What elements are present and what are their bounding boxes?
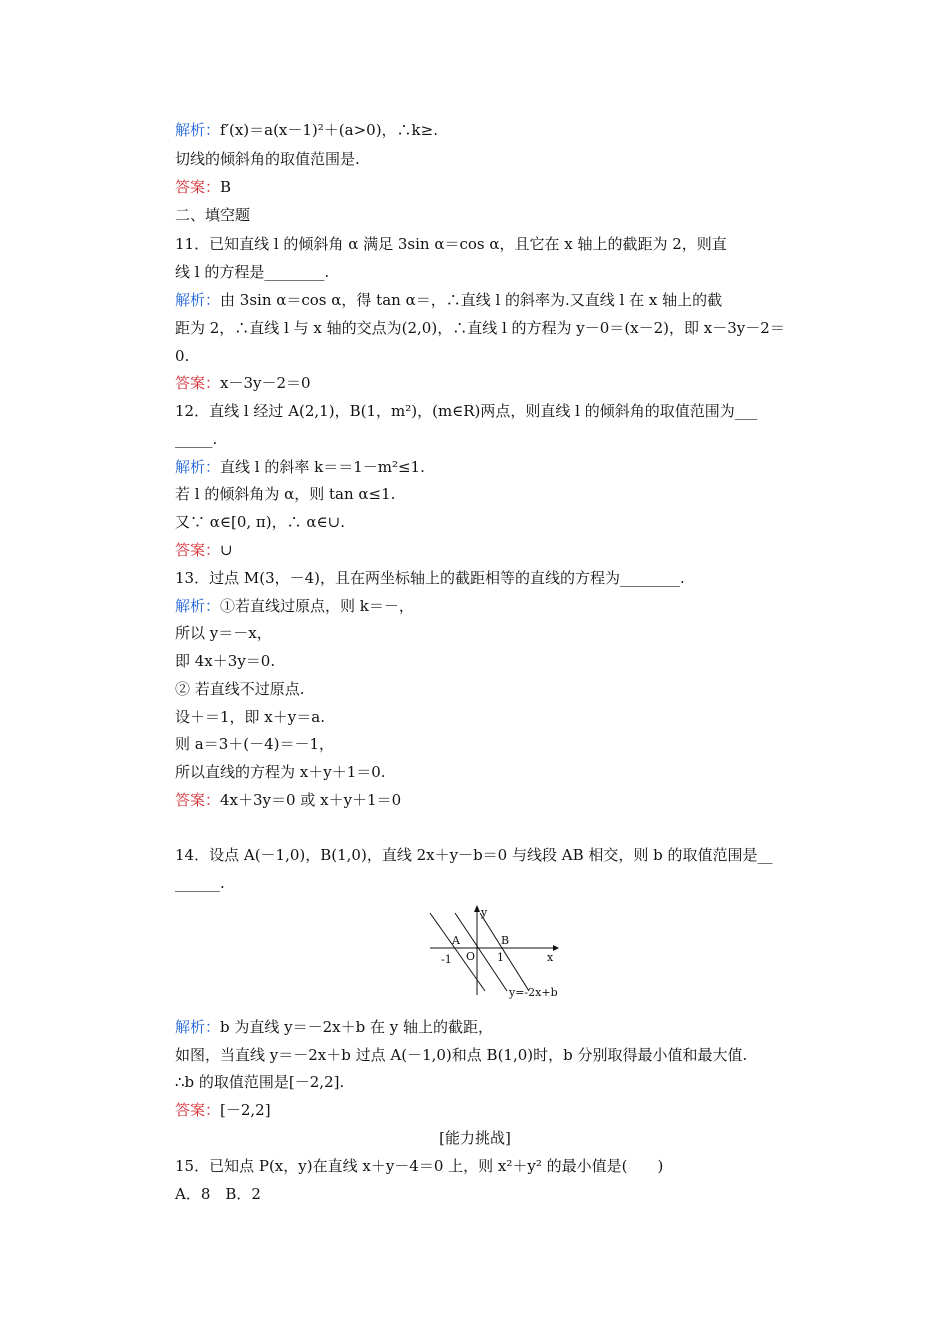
question-11-cont: 线 l 的方程是________.: [175, 263, 330, 281]
solution-label: 解析：: [175, 291, 221, 309]
text-line: 即 4x＋3y＝0.: [175, 652, 276, 670]
y-axis-arrow: [474, 905, 480, 912]
solution-line: 解析：b 为直线 y＝－2x＋b 在 y 轴上的截距，: [175, 1018, 494, 1036]
text-line: 0.: [175, 347, 190, 365]
answer-label: 答案：: [175, 1101, 221, 1119]
text-line: 又∵ α∈[0, π)，∴ α∈∪.: [175, 513, 345, 531]
answer-label: 答案：: [175, 374, 221, 392]
solution-label: 解析：: [175, 121, 221, 139]
solution-line: 解析：直线 l 的斜率 k＝＝1－m²≤1.: [175, 458, 425, 476]
solution-line: 解析：由 3sin α＝cos α，得 tan α＝，∴直线 l 的斜率为.又直线 l 在 x 轴上的截: [175, 291, 723, 309]
tick-neg1-label: -1: [441, 953, 452, 966]
question-15: 15．已知点 P(x，y)在直线 x＋y－4＝0 上，则 x²＋y² 的最小值是( ): [175, 1157, 664, 1175]
line-through-B: [480, 913, 529, 991]
point-B-label: B: [501, 934, 510, 947]
question-12-cont: _____.: [175, 430, 218, 448]
answer-label: 答案：: [175, 178, 221, 196]
text-line: 切线的倾斜角的取值范围是.: [175, 150, 360, 168]
question-11: 11．已知直线 l 的倾斜角 α 满足 3sin α＝cos α，且它在 x 轴上的截距为 2，则直: [175, 235, 727, 253]
x-axis-arrow: [553, 945, 559, 951]
x-axis-label: x: [547, 951, 554, 964]
text-line: 距为 2，∴直线 l 与 x 轴的交点为(2,0)，∴直线 l 的方程为 y－0＝(x－2)，即 x－3y－2＝: [175, 319, 785, 337]
answer-line: 答案：[－2,2]: [175, 1101, 271, 1119]
question-12: 12．直线 l 经过 A(2,1)，B(1，m²)，(m∈R)两点，则直线 l 的倾斜角的取值范围为___: [175, 402, 758, 420]
question-13: 13．过点 M(3，－4)，且在两坐标轴上的截距相等的直线的方程为________.: [175, 569, 685, 587]
text-line: 若 l 的倾斜角为 α，则 tan α≤1.: [175, 485, 396, 503]
line-equation-label: y=-2x+b: [509, 986, 558, 999]
answer-line: 答案：x－3y－2＝0: [175, 374, 311, 392]
answer-line: 答案：B: [175, 178, 232, 196]
text-line: 设＋＝1，即 x＋y＝a.: [175, 708, 325, 726]
question-15-options: A．8 B．2: [175, 1185, 261, 1203]
answer-label: 答案：: [175, 791, 221, 809]
solution-label: 解析：: [175, 1018, 221, 1036]
solution-label: 解析：: [175, 458, 221, 476]
text-line: ② 若直线不过原点.: [175, 680, 305, 698]
solution-label: 解析：: [175, 597, 221, 615]
text-line: 如图，当直线 y＝－2x＋b 过点 A(－1,0)和点 B(1,0)时，b 分别取得最小值和最大值.: [175, 1046, 748, 1064]
section-heading: 二、填空题: [175, 206, 251, 224]
y-axis-label: y: [481, 906, 488, 919]
solution-line: 解析：①若直线过原点，则 k＝－，: [175, 597, 414, 615]
answer-line: 答案：4x＋3y＝0 或 x＋y＋1＝0: [175, 791, 402, 809]
answer-line: 答案：∪: [175, 541, 233, 559]
text-line: ∴b 的取值范围是[－2,2].: [175, 1073, 345, 1091]
text-line: 所以直线的方程为 x＋y＋1＝0.: [175, 763, 386, 781]
section-title: [能力挑战]: [439, 1129, 511, 1147]
point-A-label: A: [452, 934, 460, 947]
origin-label: O: [466, 950, 476, 963]
answer-label: 答案：: [175, 541, 221, 559]
text-line: 所以 y＝－x，: [175, 624, 272, 642]
question-14: 14．设点 A(－1,0)，B(1,0)，直线 2x＋y－b＝0 与线段 AB 相交，则 b 的取值范围是__: [175, 846, 773, 864]
text-line: 则 a＝3＋(－4)＝－1，: [175, 735, 335, 753]
solution-line: 解析：f′(x)＝a(x－1)²＋(a>0)，∴k≥.: [175, 121, 438, 139]
figure-line-graph: [425, 903, 560, 1000]
question-14-cont: ______.: [175, 874, 225, 892]
tick-1-label: 1: [497, 951, 504, 964]
